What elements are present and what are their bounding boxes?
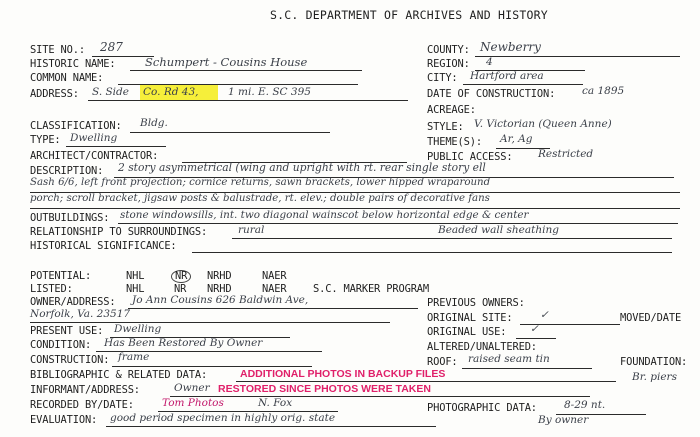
- condition-label: CONDITION:: [30, 339, 92, 351]
- owner-address-line-2: Norfolk, Va. 23517: [30, 308, 131, 320]
- listed-nr: NR: [174, 283, 187, 295]
- type-label: TYPE:: [30, 134, 61, 146]
- potential-naer: NAER: [262, 270, 287, 282]
- page-title: S.C. DEPARTMENT OF ARCHIVES AND HISTORY: [270, 8, 548, 22]
- relationship-value: rural: [238, 224, 265, 236]
- historic-name-line: [130, 70, 362, 71]
- owner-address-rule-2: [30, 322, 390, 323]
- construction-line: [112, 366, 312, 367]
- city-value: Hartford area: [470, 70, 544, 82]
- date-of-construction-label: DATE OF CONSTRUCTION:: [427, 88, 556, 100]
- potential-nhl: NHL: [126, 270, 145, 282]
- original-use-label: ORIGINAL USE:: [427, 326, 507, 338]
- recorded-by-value: Tom Photos: [162, 397, 224, 409]
- public-access-value: Restricted: [538, 148, 594, 160]
- public-access-label: PUBLIC ACCESS:: [427, 151, 513, 163]
- address-label: ADDRESS:: [30, 88, 79, 100]
- evaluation-value: good period specimen in highly orig. state: [110, 412, 336, 424]
- historic-name-label: HISTORIC NAME:: [30, 58, 116, 70]
- previous-owners-label: PREVIOUS OWNERS:: [427, 297, 525, 309]
- historical-significance-label: HISTORICAL SIGNIFICANCE:: [30, 240, 177, 252]
- condition-value: Has Been Restored By Owner: [104, 337, 263, 349]
- type-value: Dwelling: [70, 132, 118, 144]
- evaluation-right-value: By owner: [538, 414, 589, 426]
- informant-line: [170, 396, 590, 397]
- themes-label: THEME(S):: [427, 136, 482, 148]
- relationship-label: RELATIONSHIP TO SURROUNDINGS:: [30, 226, 208, 238]
- description-line-1: 2 story asymmetrical (wing and upright with rt. rear single story ell: [118, 161, 486, 174]
- date-of-construction-value: ca 1895: [582, 85, 625, 97]
- present-use-label: PRESENT USE:: [30, 325, 104, 337]
- style-value: V. Victorian (Queen Anne): [474, 118, 612, 130]
- evaluation-label: EVALUATION:: [30, 414, 98, 426]
- listed-nhl: NHL: [126, 283, 145, 295]
- relationship-right-value: Beaded wall sheathing: [438, 224, 559, 236]
- photographic-data-value: 8-29 nt.: [564, 399, 606, 411]
- original-site-label: ORIGINAL SITE:: [427, 312, 513, 324]
- original-site-value: ✓: [540, 309, 549, 321]
- county-label: COUNTY:: [427, 44, 470, 56]
- relationship-line: [232, 238, 672, 239]
- historical-significance-line: [192, 252, 672, 253]
- city-line: [463, 84, 583, 85]
- architect-label: ARCHITECT/CONTRACTOR:: [30, 150, 159, 162]
- classification-value: Bldg.: [140, 117, 168, 129]
- construction-label: CONSTRUCTION:: [30, 354, 110, 366]
- themes-value: Ar, Ag: [500, 133, 533, 145]
- informant-label: INFORMANT/ADDRESS:: [30, 384, 140, 396]
- description-line-2: Sash 6/6, left front projection; cornice returns, sawn brackets, lower hipped wraparound: [30, 177, 491, 188]
- style-label: STYLE:: [427, 121, 464, 133]
- county-line: [475, 56, 680, 57]
- evaluation-line: [106, 426, 436, 427]
- bibliographic-label: BIBLIOGRAPHIC & RELATED DATA:: [30, 369, 208, 381]
- county-value: Newberry: [480, 40, 541, 54]
- potential-nrhd: NRHD: [207, 270, 232, 282]
- outbuildings-label: OUTBUILDINGS:: [30, 212, 110, 224]
- description-line-3: porch; scroll bracket, jigsaw posts & balustrade, rt. elev.; double pairs of decorative fans: [30, 193, 490, 204]
- address-part2: 1 mi. E. SC 395: [228, 86, 311, 98]
- common-name-label: COMMON NAME:: [30, 72, 104, 84]
- listed-nrhd: NRHD: [207, 283, 232, 295]
- owner-address-line-1: Jo Ann Cousins 626 Baldwin Ave,: [132, 294, 309, 306]
- recorded-by-label: RECORDED BY/DATE:: [30, 399, 134, 411]
- listed-naer: NAER: [262, 283, 287, 295]
- historic-name-value: Schumpert - Cousins House: [145, 55, 308, 69]
- outbuildings-value: stone windowsills, int. two diagonal wainscot below horizontal edge & center: [120, 209, 529, 221]
- present-use-value: Dwelling: [114, 323, 162, 335]
- foundation-label: FOUNDATION:: [620, 356, 688, 368]
- bibliographic-line: [236, 381, 616, 382]
- outbuildings-line: [118, 223, 678, 224]
- moved-date-label: MOVED/DATE: [620, 312, 682, 324]
- original-use-line: [516, 338, 556, 339]
- construction-value: frame: [118, 351, 150, 363]
- classification-line: [130, 132, 330, 133]
- type-line: [66, 146, 166, 147]
- owner-address-rule-1: [128, 308, 418, 309]
- site-no-label: SITE NO.:: [30, 44, 85, 56]
- address-highlight-text: Co. Rd 43,: [143, 86, 199, 98]
- classification-label: CLASSIFICATION:: [30, 120, 122, 132]
- potential-label: POTENTIAL:: [30, 270, 92, 282]
- informant-red-note: RESTORED SINCE PHOTOS WERE TAKEN: [218, 383, 431, 395]
- original-use-value: ✓: [530, 323, 539, 335]
- roof-value: raised seam tin: [468, 353, 550, 365]
- informant-value: Owner: [174, 382, 210, 394]
- marker-program-label: S.C. MARKER PROGRAM: [313, 283, 430, 295]
- site-no-value: 287: [100, 40, 123, 54]
- city-label: CITY:: [427, 72, 458, 84]
- roof-label: ROOF:: [427, 356, 458, 368]
- photographic-data-label: PHOTOGRAPHIC DATA:: [427, 402, 537, 414]
- recorded-date-value: N. Fox: [258, 397, 293, 409]
- potential-nr-circled: NR: [171, 270, 191, 283]
- roof-line: [462, 368, 592, 369]
- address-part1: S. Side: [92, 86, 129, 98]
- description-label: DESCRIPTION:: [30, 165, 104, 177]
- listed-label: LISTED:: [30, 283, 73, 295]
- foundation-value: Br. piers: [632, 371, 677, 383]
- address-line: [88, 100, 408, 101]
- bibliographic-red-note: ADDITIONAL PHOTOS IN BACKUP FILES: [240, 368, 446, 380]
- owner-address-label: OWNER/ADDRESS:: [30, 296, 116, 308]
- acreage-label: ACREAGE:: [427, 104, 476, 116]
- altered-label: ALTERED/UNALTERED:: [427, 341, 537, 353]
- region-label: REGION:: [427, 58, 470, 70]
- region-value: 4: [486, 56, 493, 68]
